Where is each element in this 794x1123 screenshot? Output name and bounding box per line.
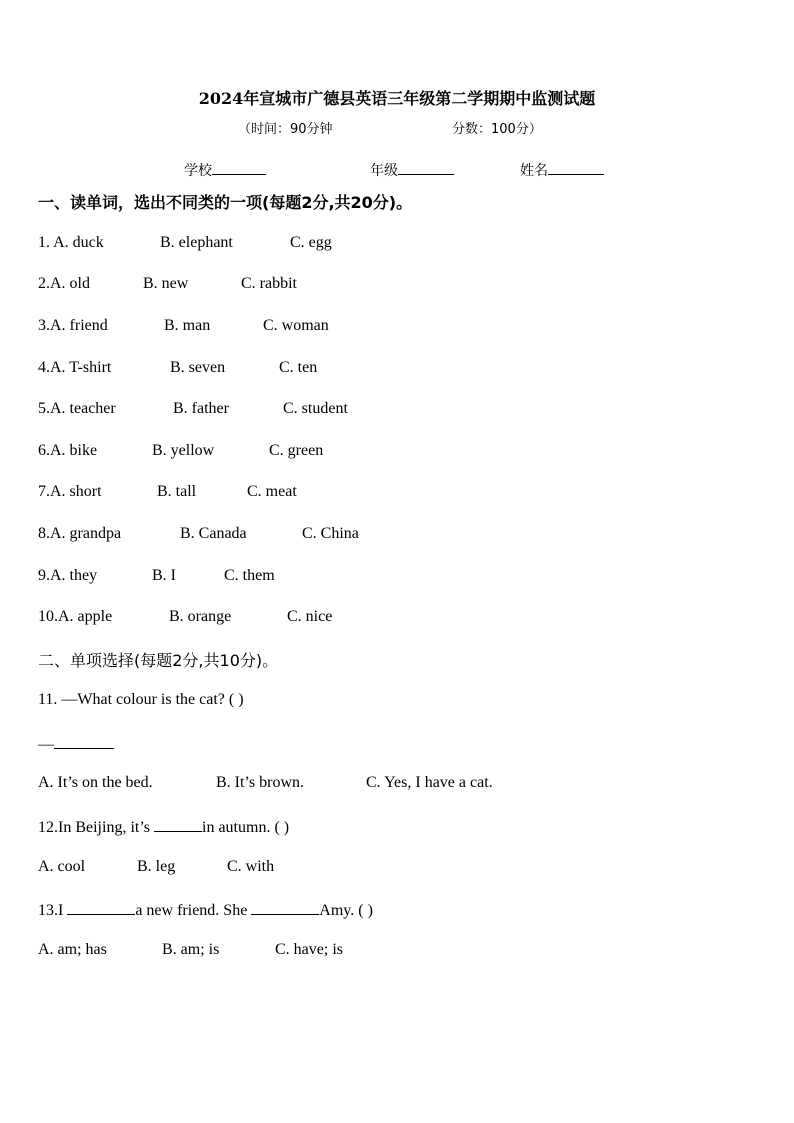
- question-12-option-a: A. cool: [38, 858, 86, 875]
- question-9: 9.A. they: [38, 567, 98, 584]
- name-field: [520, 160, 604, 180]
- question-6-option-c: C. green: [269, 442, 324, 459]
- question-10-option-c: C. nice: [287, 608, 333, 625]
- question-10: 10.A. apple: [38, 608, 113, 625]
- question-13-stem: [38, 899, 373, 920]
- question-12-stem-a: 12.In Beijing, it’s: [38, 819, 150, 836]
- name-label: 姓名: [520, 163, 548, 179]
- question-11-option-c: C. Yes, I have a cat.: [366, 774, 493, 791]
- question-2-option-c: C. rabbit: [241, 275, 297, 292]
- question-13-blank-1[interactable]: [67, 899, 135, 915]
- question-1-option-c: C. egg: [290, 234, 332, 251]
- question-4-option-b: B. seven: [170, 359, 226, 376]
- question-9-option-c: C. them: [224, 567, 275, 584]
- question-3-option-c: C. woman: [263, 317, 329, 334]
- question-11-option-a: A. It’s on the bed.: [38, 774, 153, 791]
- school-label: 学校: [184, 163, 212, 179]
- question-11-option-b: B. It’s brown.: [216, 774, 304, 791]
- question-5-option-c: C. student: [283, 400, 348, 417]
- question-8: 8.A. grandpa: [38, 525, 122, 542]
- exam-score: 分数：100分）: [452, 122, 542, 137]
- question-13-option-b: B. am; is: [162, 941, 220, 958]
- question-7-option-b: B. tall: [157, 483, 197, 500]
- grade-field: [370, 160, 454, 180]
- question-5: 5.A. teacher: [38, 400, 116, 417]
- question-10-option-b: B. orange: [169, 608, 232, 625]
- question-6-option-b: B. yellow: [152, 442, 215, 459]
- question-9-option-b: B. I: [152, 567, 176, 584]
- grade-blank[interactable]: [398, 160, 454, 175]
- name-blank[interactable]: [548, 160, 604, 175]
- exam-time: （时间：90分钟: [238, 122, 333, 137]
- question-12-stem-b: in autumn. ( ): [202, 819, 290, 836]
- question-13-option-a: A. am; has: [38, 941, 107, 958]
- question-4-option-c: C. ten: [279, 359, 318, 376]
- question-6: 6.A. bike: [38, 442, 98, 459]
- question-8-option-b: B. Canada: [180, 525, 247, 542]
- question-13-option-c: C. have; is: [275, 941, 343, 958]
- question-1-option-b: B. elephant: [160, 234, 233, 251]
- question-13-stem-c: Amy. ( ): [319, 902, 373, 919]
- question-12-option-c: C. with: [227, 858, 275, 875]
- question-7: 7.A. short: [38, 483, 102, 500]
- page-title: 2024年宣城市广德县英语三年级第二学期期中监测试题: [198, 89, 596, 108]
- question-11-blank[interactable]: [54, 733, 114, 749]
- section-1-heading: 一、读单词，选出不同类的一项(每题2分,共20分)。: [38, 193, 413, 212]
- question-12-option-b: B. leg: [137, 858, 176, 875]
- school-field: [184, 160, 266, 180]
- question-3-option-b: B. man: [164, 317, 211, 334]
- question-3: 3.A. friend: [38, 317, 108, 334]
- question-11-answer-line: [38, 733, 114, 754]
- question-2-option-b: B. new: [143, 275, 189, 292]
- grade-label: 年级: [370, 163, 398, 179]
- section-2-heading: 二、单项选择(每题2分,共10分)。: [38, 651, 279, 670]
- question-7-option-c: C. meat: [247, 483, 297, 500]
- question-1: 1. A. duck: [38, 234, 104, 251]
- question-11-stem: 11. —What colour is the cat? ( ): [38, 691, 244, 708]
- question-4: 4.A. T-shirt: [38, 359, 112, 376]
- question-2: 2.A. old: [38, 275, 90, 292]
- question-12-stem: [38, 816, 289, 837]
- question-13-stem-b: a new friend. She: [135, 902, 248, 919]
- school-blank[interactable]: [212, 160, 266, 175]
- question-13-blank-2[interactable]: [251, 899, 319, 915]
- question-13-stem-a: 13.I: [38, 902, 64, 919]
- question-5-option-b: B. father: [173, 400, 229, 417]
- answer-dash: —: [38, 736, 54, 753]
- question-8-option-c: C. China: [302, 525, 359, 542]
- question-12-blank[interactable]: [154, 816, 202, 832]
